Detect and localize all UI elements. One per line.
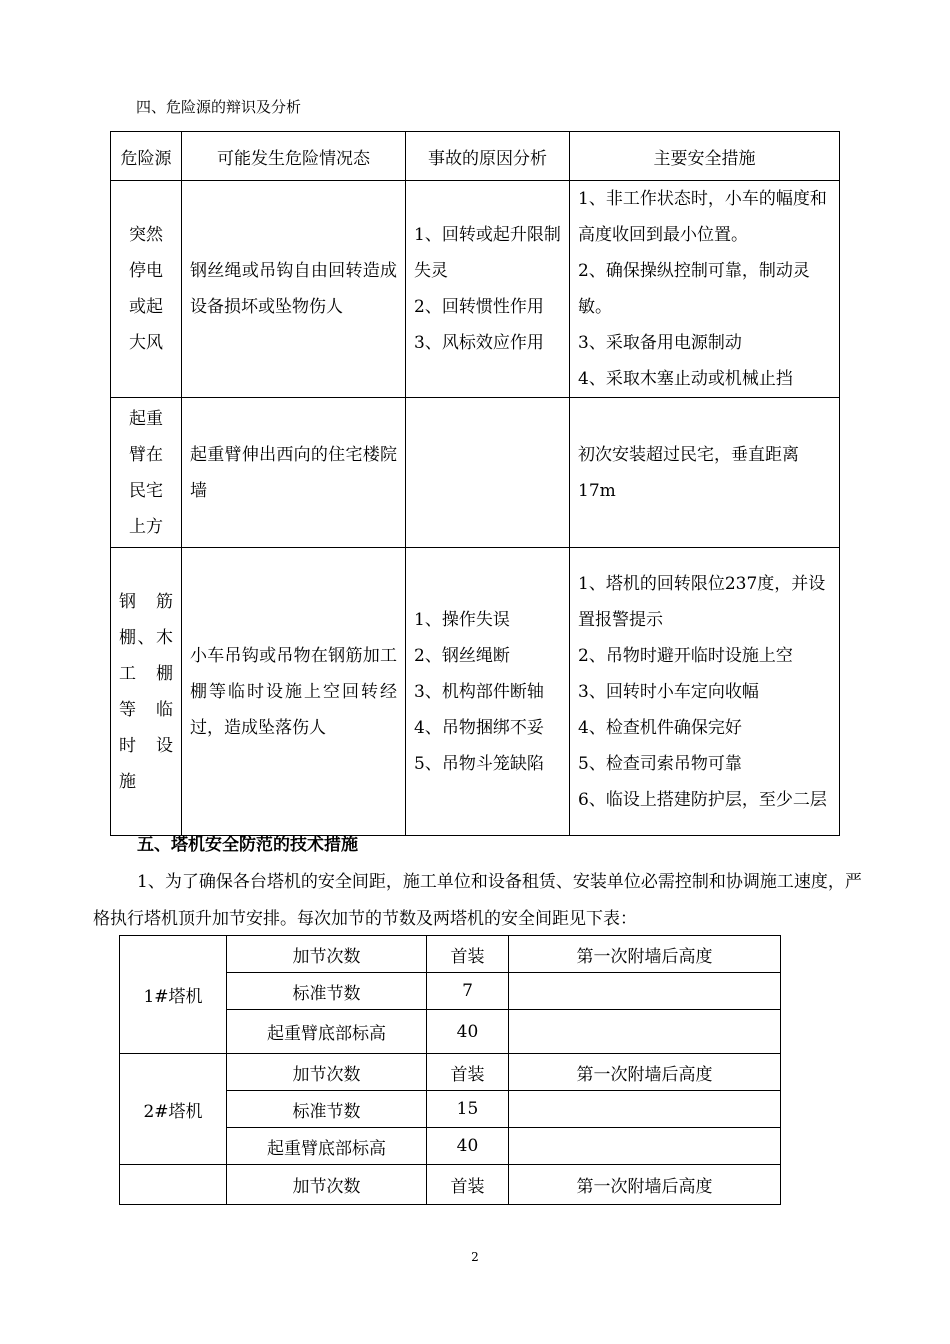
table-row <box>120 1165 781 1205</box>
table-cell: 起重臂底部标高 <box>227 1010 427 1054</box>
source-line: 起重 <box>129 408 163 429</box>
table-cell: 首装 <box>427 1054 509 1091</box>
cause-cell <box>406 398 570 548</box>
source-line: 等临 <box>119 699 173 720</box>
measure-item: 6、临设上搭建防护层，至少二层 <box>578 789 827 810</box>
table-cell: 40 <box>427 1010 509 1054</box>
source-line: 臂在 <box>129 444 163 465</box>
source-line: 施 <box>119 771 136 792</box>
source-line: 民宅 <box>129 480 163 501</box>
header-safety-measures: 主要安全措施 <box>570 132 840 181</box>
source-line: 时设 <box>119 735 173 756</box>
header-hazard-source: 危险源 <box>111 132 182 181</box>
header-situation: 可能发生危险情况态 <box>182 132 406 181</box>
cause-cell <box>406 548 570 836</box>
table-cell <box>509 1010 781 1054</box>
cause-item: 2、回转惯性作用 <box>414 297 544 317</box>
table-cell: 第一次附墙后高度 <box>509 1054 781 1091</box>
measure-item: 5、检查司索吊物可靠 <box>578 753 742 774</box>
hazard-table <box>110 131 840 836</box>
cause-item: 4、吊物捆绑不妥 <box>414 717 544 738</box>
cause-item: 5、吊物斗笼缺陷 <box>414 753 544 774</box>
table-row <box>120 1054 781 1091</box>
table-cell <box>509 1091 781 1128</box>
situation-cell: 小车吊钩或吊物在钢筋加工棚等临时设施上空回转经过，造成坠落伤人 <box>182 548 406 836</box>
measure-item: 2、吊物时避开临时设施上空 <box>578 645 793 666</box>
table-cell: 加节次数 <box>227 1165 427 1205</box>
cause-item: 3、机构部件断轴 <box>414 681 544 702</box>
cause-item: 1、操作失误 <box>414 609 510 630</box>
measure-item: 2、确保操纵控制可靠，制动灵敏。 <box>578 261 810 317</box>
hazard-source-cell <box>111 548 182 836</box>
hazard-row <box>111 548 840 836</box>
source-line: 上方 <box>129 516 163 537</box>
measure-item: 3、采取备用电源制动 <box>578 333 742 353</box>
page-number: 2 <box>471 1250 479 1264</box>
hazard-source-cell <box>111 181 182 398</box>
cause-item: 2、钢丝绳断 <box>414 645 510 666</box>
hazard-source-cell <box>111 398 182 548</box>
table-cell <box>509 1128 781 1165</box>
situation-cell: 起重臂伸出西向的住宅楼院墙 <box>182 398 406 548</box>
cause-item: 1、回转或起升限制失灵 <box>414 225 561 281</box>
measure-item: 4、检查机件确保完好 <box>578 717 742 738</box>
hazard-table-header <box>111 132 840 181</box>
source-line: 钢筋 <box>119 591 173 612</box>
table-cell: 标准节数 <box>227 973 427 1010</box>
crane-name-cell: 2#塔机 <box>120 1054 227 1165</box>
measure-item: 1、塔机的回转限位237度，并设置报警提示 <box>578 573 826 630</box>
table-cell: 首装 <box>427 936 509 973</box>
table-cell: 加节次数 <box>227 936 427 973</box>
table-cell: 加节次数 <box>227 1054 427 1091</box>
hazard-row <box>111 398 840 548</box>
source-line: 突然 <box>129 225 163 245</box>
hazard-row <box>111 181 840 398</box>
table-cell: 15 <box>427 1091 509 1128</box>
measure-item: 3、回转时小车定向收幅 <box>578 681 759 702</box>
cause-item: 3、风标效应作用 <box>414 333 544 353</box>
section5-paragraph: 1、为了确保各台塔机的安全间距，施工单位和设备租赁、安装单位必需控制和协调施工速度，严格执行塔机顶升加节安排。每次加节的节数及两塔机的安全间距见下表： <box>93 872 862 929</box>
section4-title: 四、危险源的辩识及分析 <box>136 98 302 116</box>
measures-cell <box>570 181 840 398</box>
header-cause-analysis: 事故的原因分析 <box>406 132 570 181</box>
table-row <box>120 936 781 973</box>
source-line: 停电 <box>129 261 163 281</box>
table-cell: 7 <box>427 973 509 1010</box>
table-cell <box>509 973 781 1010</box>
source-line: 大风 <box>129 333 163 353</box>
situation-cell: 钢丝绳或吊钩自由回转造成设备损坏或坠物伤人 <box>182 181 406 398</box>
table-cell: 第一次附墙后高度 <box>509 936 781 973</box>
source-line: 工棚 <box>119 663 173 684</box>
measure-item: 初次安装超过民宅，垂直距离17m <box>578 444 799 501</box>
source-line: 棚、木 <box>119 627 173 648</box>
table-cell: 第一次附墙后高度 <box>509 1165 781 1205</box>
table-cell: 起重臂底部标高 <box>227 1128 427 1165</box>
cause-cell <box>406 181 570 398</box>
crane-table <box>119 935 781 1205</box>
table-cell: 40 <box>427 1128 509 1165</box>
source-line: 或起 <box>129 297 163 317</box>
section5-title: 五、塔机安全防范的技术措施 <box>137 835 358 855</box>
measures-cell <box>570 398 840 548</box>
table-cell: 标准节数 <box>227 1091 427 1128</box>
crane-name-cell: 1#塔机 <box>120 936 227 1054</box>
crane-name-cell <box>120 1165 227 1205</box>
measure-item: 4、采取木塞止动或机械止挡 <box>578 369 793 389</box>
measures-cell <box>570 548 840 836</box>
table-cell: 首装 <box>427 1165 509 1205</box>
measure-item: 1、非工作状态时，小车的幅度和高度收回到最小位置。 <box>578 189 827 245</box>
